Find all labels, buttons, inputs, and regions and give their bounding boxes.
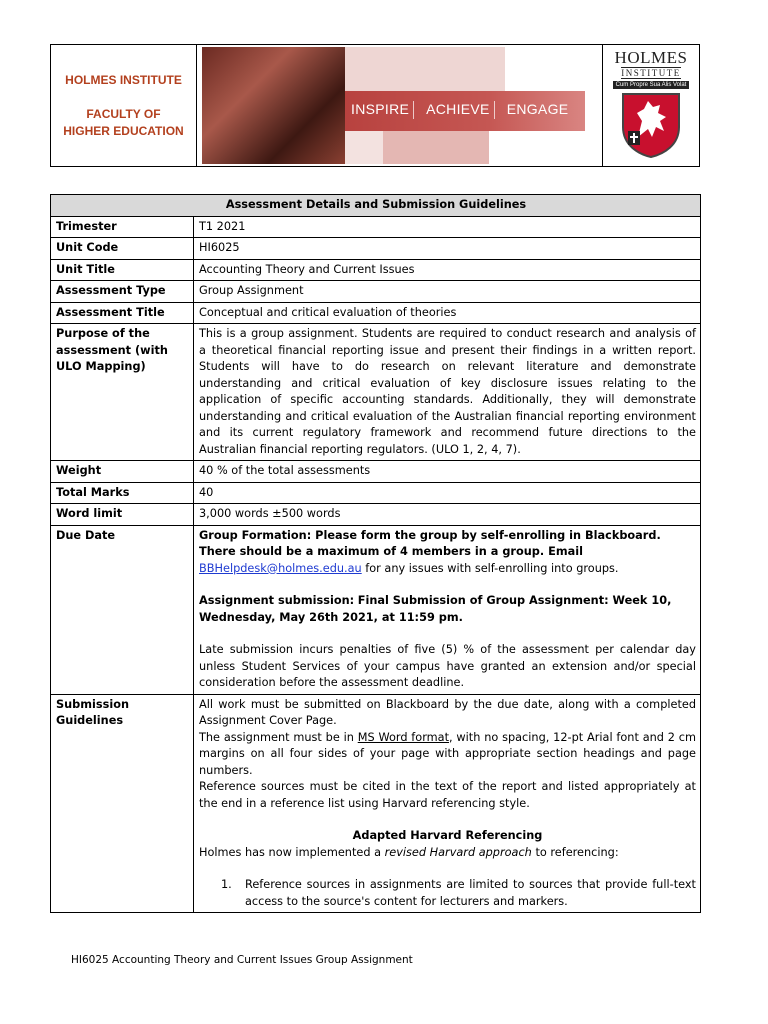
row-label: Assessment Title bbox=[51, 302, 194, 324]
purpose-text: This is a group assignment. Students are required to conduct research and analysis of a theoretical financial reporting issue and present their findings in a written report. Students will have to do research on relevant literature and demonstrate understanding and critical evaluation of key disclosure issues relating to the application of specific accounting standards. Additionally, they will demonstrate understanding and critical evaluation of the Australian financial reporting environment and its current regulatory framework and recommend future directions to the Australian financial reporting regulators. (ULO 1, 2, 4, 7). bbox=[194, 324, 701, 461]
table-row bbox=[51, 216, 701, 238]
table-row bbox=[51, 324, 701, 461]
institute-name-block bbox=[51, 45, 197, 166]
header-banner bbox=[197, 45, 602, 166]
banner-word-inspire: INSPIRE bbox=[351, 101, 410, 117]
table-row bbox=[51, 461, 701, 483]
page-footer: HI6025 Accounting Theory and Current Issues Group Assignment bbox=[71, 954, 413, 966]
logo-subtitle: INSTITUTE bbox=[621, 68, 681, 78]
row-label: Total Marks bbox=[51, 482, 194, 504]
submission-p2: The assignment must be in MS Word format, with no spacing, 12-pt Arial font and 2 cm margins on all four sides of your page with appropriate section headings and page numbers. bbox=[199, 730, 696, 777]
row-value: T1 2021 bbox=[194, 216, 701, 238]
row-value: 40 bbox=[194, 482, 701, 504]
table-row bbox=[51, 694, 701, 913]
row-value: Accounting Theory and Current Issues bbox=[194, 259, 701, 281]
row-value: HI6025 bbox=[194, 238, 701, 260]
harvard-intro: Holmes has now implemented a revised Harvard approach to referencing: bbox=[199, 845, 619, 859]
ms-word-format: MS Word format bbox=[357, 730, 449, 744]
row-label: Word limit bbox=[51, 504, 194, 526]
row-value: Conceptual and critical evaluation of theories bbox=[194, 302, 701, 324]
submission-p1: All work must be submitted on Blackboard by the due date, along with a completed Assignment Cover Page. bbox=[199, 697, 696, 727]
group-formation: Group Formation: Please form the group by self-enrolling in Blackboard. There should be a maximum of 4 members in a group. Email BBHelpdesk@holmes.edu.au for any issues with self-enrolling into groups. bbox=[199, 528, 661, 575]
table-row bbox=[51, 259, 701, 281]
row-label: Unit Title bbox=[51, 259, 194, 281]
row-label: Purpose of the assessment (with ULO Mapping) bbox=[51, 324, 194, 461]
banner-word-engage: ENGAGE bbox=[506, 101, 569, 117]
row-label: Trimester bbox=[51, 216, 194, 238]
row-value: 3,000 words ±500 words bbox=[194, 504, 701, 526]
row-label: Assessment Type bbox=[51, 281, 194, 303]
row-label: Weight bbox=[51, 461, 194, 483]
row-label: Due Date bbox=[51, 525, 194, 694]
harvard-heading: Adapted Harvard Referencing bbox=[352, 829, 543, 842]
due-date-cell bbox=[194, 525, 701, 694]
document-header bbox=[50, 44, 700, 167]
table-row bbox=[51, 525, 701, 694]
late-penalty: Late submission incurs penalties of five (5) % of the assessment per calendar day unless Student Services of your campus have granted an extension and/or special consideration before the assessment deadline. bbox=[199, 643, 696, 689]
students-photo bbox=[202, 47, 345, 164]
holmes-logo bbox=[602, 45, 699, 166]
submission-cell bbox=[194, 694, 701, 913]
row-label: Unit Code bbox=[51, 238, 194, 260]
table-row bbox=[51, 238, 701, 260]
helpdesk-email-link[interactable]: BBHelpdesk@holmes.edu.au bbox=[199, 561, 362, 575]
table-row bbox=[51, 281, 701, 303]
submission-p3: Reference sources must be cited in the text of the report and listed appropriately at the end in a reference list using Harvard referencing style. bbox=[199, 780, 696, 810]
table-row bbox=[51, 482, 701, 504]
banner-slogan bbox=[347, 101, 572, 119]
list-item: 1. Reference sources in assignments are limited to sources that provide full-text access to the source's content for lecturers and markers. bbox=[221, 878, 696, 908]
faculty-line-1: FACULTY OF bbox=[86, 106, 161, 121]
logo-motto: Cum Propre Sua Alis Volat bbox=[613, 81, 690, 89]
faculty-line-2: HIGHER EDUCATION bbox=[63, 123, 184, 138]
submission-deadline: Assignment submission: Final Submission of Group Assignment: Week 10, Wednesday, May 26th 2021, at 11:59 pm. bbox=[199, 594, 672, 624]
crest-icon bbox=[620, 91, 682, 159]
table-row bbox=[51, 504, 701, 526]
banner-word-achieve: ACHIEVE bbox=[426, 101, 490, 117]
row-value: 40 % of the total assessments bbox=[194, 461, 701, 483]
logo-wordmark: HOLMES bbox=[614, 48, 688, 67]
table-heading: Assessment Details and Submission Guidelines bbox=[51, 195, 701, 217]
assessment-details-table bbox=[50, 194, 701, 913]
table-row bbox=[51, 302, 701, 324]
row-value: Group Assignment bbox=[194, 281, 701, 303]
row-label: Submission Guidelines bbox=[51, 694, 194, 913]
institute-name: HOLMES INSTITUTE bbox=[65, 72, 182, 87]
